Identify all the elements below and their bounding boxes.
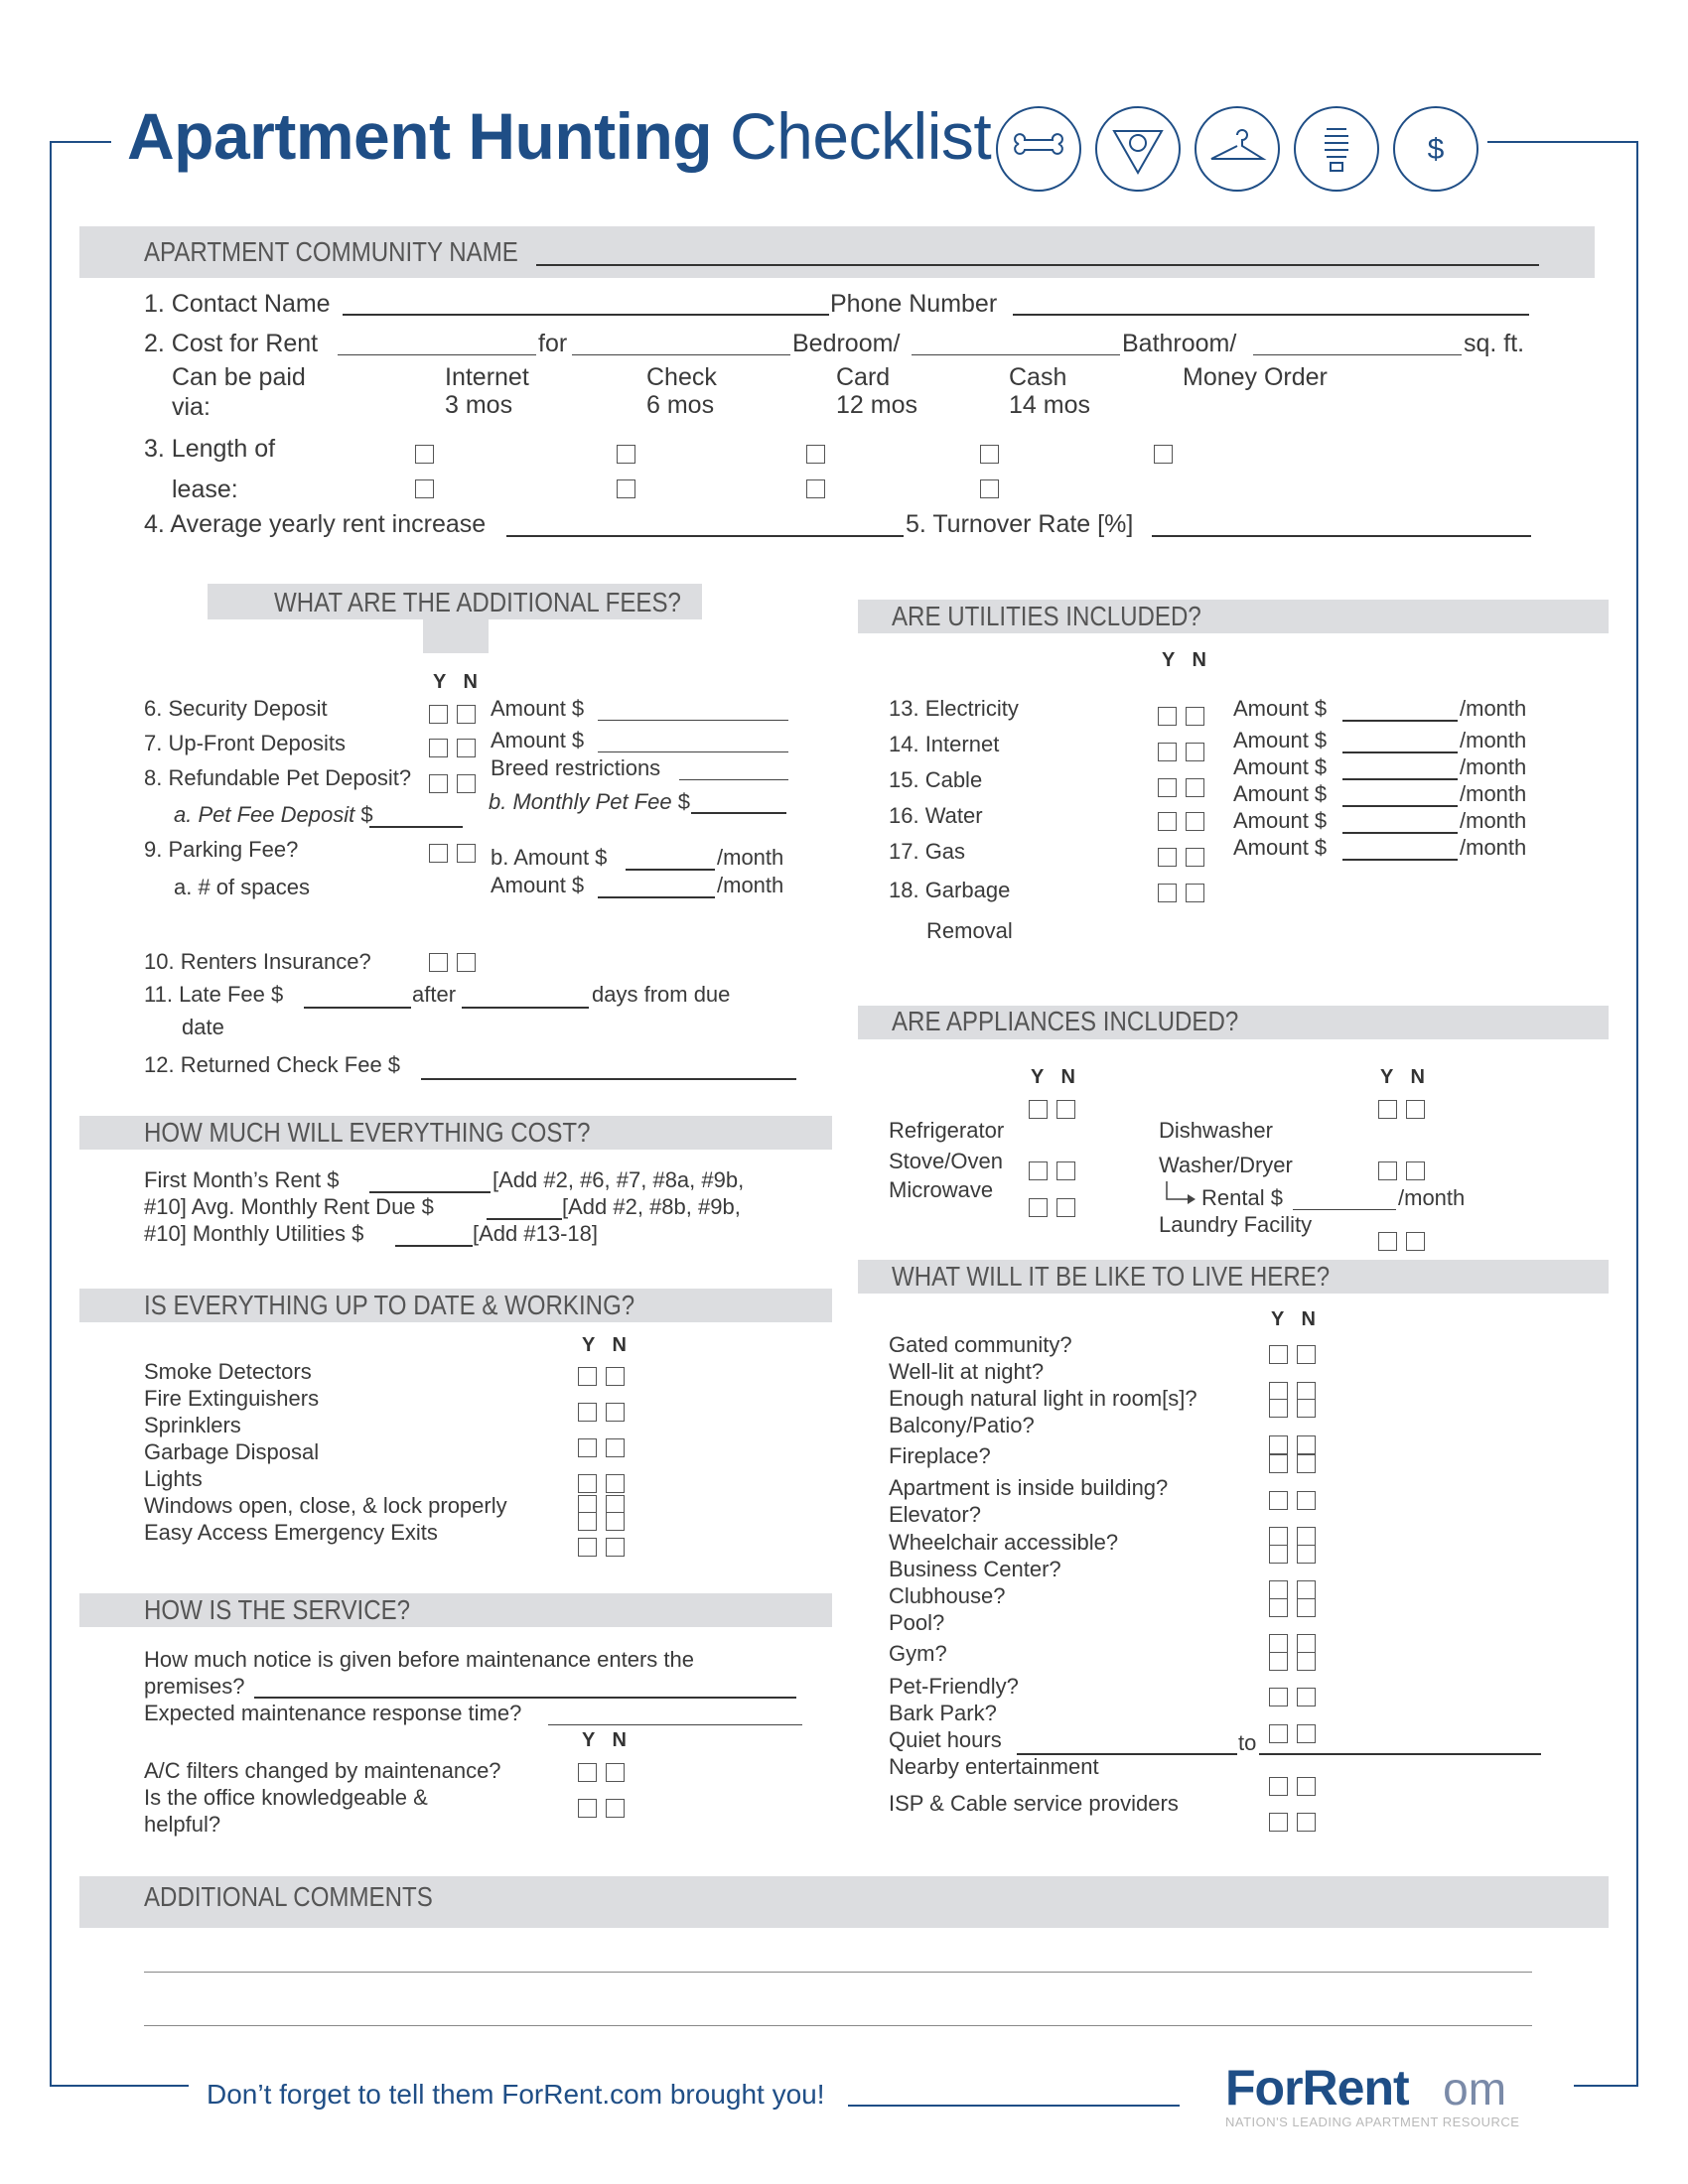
live-entertainment-n[interactable] [1297,1777,1316,1796]
returned-field[interactable] [421,1078,796,1080]
cost-field[interactable] [338,354,536,355]
live-gym2-n[interactable] [1297,1652,1316,1671]
increase-field[interactable] [506,535,904,537]
utility-garbage: 18. Garbage [889,878,1011,902]
live-quiet-hours-y[interactable] [1269,1724,1288,1743]
laundry-y[interactable] [1378,1232,1397,1251]
utility-garbage-y[interactable] [1158,884,1177,902]
contact-label: 1. Contact Name [144,290,331,318]
utility-amount-4: Amount $ [1233,781,1328,806]
fees-yn: Y N [433,671,484,693]
bone-icon [997,107,1080,191]
parking-b-amount-label: b. Amount $ [491,845,608,870]
utility-amount-2: Amount $ [1233,728,1328,752]
working-sprinklers: Sprinklers [144,1413,241,1437]
paid-via-label-1: Can be paid [172,363,306,391]
utility-per-4: /month [1460,781,1527,806]
live-pool-n[interactable] [1297,1598,1316,1617]
service-office-y[interactable] [578,1799,597,1818]
live-isp-y[interactable] [1269,1813,1288,1832]
bathroom-label: Bathroom/ [1122,330,1237,357]
breed-label: Breed restrictions [491,755,661,780]
pet-fee-deposit-text: a. Pet Fee Deposit [174,802,355,827]
monthly-pet-fee-text: b. Monthly Pet Fee [489,789,672,814]
forrent-logo [1225,2060,1507,2116]
stove-n[interactable] [1056,1161,1075,1180]
security-y[interactable] [429,705,448,724]
service-q3: A/C filters changed by maintenance? [144,1758,501,1783]
working-windows-y[interactable] [578,1512,597,1531]
utility-removal: Removal [926,918,1013,943]
live-fireplace-y[interactable] [1269,1435,1288,1454]
dish-y[interactable] [1378,1100,1397,1119]
laundry-n[interactable] [1406,1232,1425,1251]
utility-per-6: /month [1460,835,1527,860]
utility-internet: 14. Internet [889,732,1000,756]
community-label: APARTMENT COMMUNITY NAME [144,236,518,267]
live-yn: Y N [1271,1308,1322,1330]
working-smoke-y[interactable] [578,1367,597,1386]
service-q4b: helpful? [144,1812,221,1837]
bedroom-field[interactable] [912,354,1120,355]
bedroom-label: Bedroom/ [792,330,901,357]
live-gym-n[interactable] [1297,1634,1316,1653]
pay-check-sub: 6 mos [646,391,715,419]
parking-label: 9. Parking Fee? [144,837,299,862]
live-fireplace2-n[interactable] [1297,1454,1316,1473]
live-gated: Gated community? [889,1332,1072,1357]
monthly-pet-fee-field[interactable] [691,812,786,814]
appliances-yn-right: Y N [1380,1066,1431,1088]
monthly-pet-fee-label [489,791,690,813]
live-wheelchair-n[interactable] [1297,1545,1316,1564]
logo-text: ForRent [1225,2060,1409,2116]
lease-3mos-checkbox[interactable] [415,479,434,498]
late-fee-field[interactable] [304,1007,411,1009]
service-yn: Y N [582,1729,633,1751]
utility-water-y[interactable] [1158,812,1177,831]
footer-text: Don’t forget to tell them ForRent.com brought you! [207,2079,825,2110]
comments-line-1[interactable] [144,1972,1532,1973]
appliances-yn-left: Y N [1031,1066,1081,1088]
sqft-label: sq. ft. [1464,330,1525,357]
utility-amount-5-field[interactable] [1342,832,1458,834]
pet-label: 8. Refundable Pet Deposit? [144,765,412,790]
gem-icon [1096,107,1180,191]
working-yn: Y N [582,1334,633,1356]
for-label: for [538,330,568,357]
live-isp: ISP & Cable service providers [889,1791,1179,1816]
utility-electricity-n[interactable] [1186,707,1204,726]
service-q4a: Is the office knowledgeable & [144,1785,428,1810]
amount-1-field[interactable] [598,720,788,721]
pet-fee-dollar: $ [360,802,373,827]
utility-amount-6: Amount $ [1233,835,1328,860]
micro-label: Microwave [889,1177,994,1202]
working-fire-n[interactable] [606,1403,625,1422]
monthly-utilities-field[interactable] [395,1245,473,1247]
header-icons [993,103,1479,195]
pay-money-order-checkbox[interactable] [1154,445,1173,464]
working-exits-y[interactable] [578,1538,597,1557]
rental-label: Rental $ [1201,1185,1283,1210]
live-pet-friendly: Pet-Friendly? [889,1674,1019,1699]
utility-amount-5: Amount $ [1233,808,1328,833]
first-month-field[interactable] [369,1191,491,1193]
parking-amount-field[interactable] [598,896,715,898]
parking-b-amount-field[interactable] [626,869,715,871]
service-q1a: How much notice is given before maintenance enters the [144,1647,694,1672]
cost-line-1b: [Add #2, #6, #7, #8a, #9b, [492,1167,745,1192]
pay-internet-checkbox[interactable] [415,445,434,464]
working-heading: IS EVERYTHING UP TO DATE & WORKING? [144,1290,635,1320]
micro-y[interactable] [1029,1198,1048,1217]
live-fireplace: Fireplace? [889,1443,991,1468]
utility-water-n[interactable] [1186,812,1204,831]
quiet-hours-to: to [1238,1730,1257,1755]
service-ac-y[interactable] [578,1763,597,1782]
live-gym-y[interactable] [1269,1634,1288,1653]
pay-card: Card [836,363,891,391]
utilities-yn: Y N [1162,649,1212,671]
monthly-pet-fee-dollar: $ [677,789,691,814]
live-clubhouse-y[interactable] [1269,1580,1288,1599]
cost-heading: HOW MUCH WILL EVERYTHING COST? [144,1117,591,1148]
parking-y[interactable] [429,844,448,863]
utility-amount-1-field[interactable] [1342,720,1458,722]
renters-n[interactable] [457,953,476,972]
utility-gas-n[interactable] [1186,848,1204,867]
utility-per-5: /month [1460,808,1527,833]
avg-monthly-field[interactable] [487,1218,562,1220]
live-quiet-hours-n[interactable] [1297,1724,1316,1743]
working-disposal: Garbage Disposal [144,1439,320,1464]
comments-line-2[interactable] [144,2025,1532,2026]
frame-left [50,141,52,2087]
spaces-label: a. # of spaces [174,875,310,899]
rental-field[interactable] [1293,1209,1396,1210]
working-sprinklers-y[interactable] [578,1438,597,1457]
stove-label: Stove/Oven [889,1149,1003,1173]
dollar-icon [1394,107,1477,191]
working-fire: Fire Extinguishers [144,1386,320,1411]
utility-amount-2-field[interactable] [1342,751,1458,753]
frame-top-left [50,141,111,143]
service-response-field[interactable] [548,1724,802,1725]
live-bark-park: Bark Park? [889,1701,997,1725]
working-fire-y[interactable] [578,1403,597,1422]
lease-14mos-checkbox[interactable] [980,479,999,498]
live-balcony: Balcony/Patio? [889,1413,1035,1437]
utility-per-2: /month [1460,728,1527,752]
amount-1-label: Amount $ [491,696,585,721]
utility-cable: 15. Cable [889,767,983,792]
live-fireplace2-y[interactable] [1269,1454,1288,1473]
upfront-n[interactable] [457,739,476,757]
working-lights: Lights [144,1466,203,1491]
upfront-label: 7. Up-Front Deposits [144,731,346,755]
parking-amount-label: Amount $ [491,873,585,897]
live-pool-y[interactable] [1269,1598,1288,1617]
cost-line-1a: First Month’s Rent $ [144,1167,340,1192]
utility-amount-6-field[interactable] [1342,859,1458,861]
pay-money-order: Money Order [1183,363,1328,391]
frame-right [1636,141,1638,2087]
cost-line-3b: [Add #13-18] [473,1221,598,1246]
pet-y[interactable] [429,774,448,793]
live-entertainment-y[interactable] [1269,1777,1288,1796]
utility-cable-n[interactable] [1186,778,1204,797]
pay-check: Check [646,363,717,391]
renters-y[interactable] [429,953,448,972]
pet-fee-deposit-label [174,804,373,826]
micro-n[interactable] [1056,1198,1075,1217]
live-well-lit: Well-lit at night? [889,1359,1045,1384]
live-clubhouse-n[interactable] [1297,1580,1316,1599]
live-heading: WHAT WILL IT BE LIKE TO LIVE HERE? [892,1261,1331,1292]
utility-per-1: /month [1460,696,1527,721]
lease-12mos-checkbox[interactable] [806,479,825,498]
live-pet-friendly-y[interactable] [1269,1688,1288,1706]
live-gated-y[interactable] [1269,1345,1288,1364]
after-field[interactable] [462,1007,589,1009]
pay-cash: Cash [1009,363,1067,391]
appliances-heading: ARE APPLIANCES INCLUDED? [892,1006,1239,1036]
service-q2: Expected maintenance response time? [144,1701,522,1725]
for-field[interactable] [572,354,790,355]
pay-card-sub: 12 mos [836,391,917,419]
turnover-field[interactable] [1152,535,1531,537]
working-sprinklers-n[interactable] [606,1438,625,1457]
live-gated-n[interactable] [1297,1345,1316,1364]
lightbulb-icon [1295,107,1378,191]
logo-tagline: NATION'S LEADING APARTMENT RESOURCE [1225,2115,1520,2129]
paid-via-label-2: via: [172,393,211,421]
working-exits: Easy Access Emergency Exits [144,1520,438,1545]
increase-label: 4. Average yearly rent increase [144,510,487,538]
parking-b-month: /month [717,845,784,870]
fridge-n[interactable] [1056,1100,1075,1119]
frame-bottom-left [50,2085,189,2087]
utility-per-3: /month [1460,754,1527,779]
rental-month: /month [1398,1185,1466,1210]
live-pet-friendly-n[interactable] [1297,1688,1316,1706]
title-bold: Apartment Hunting [127,99,713,173]
utility-electricity-y[interactable] [1158,707,1177,726]
utility-internet-y[interactable] [1158,743,1177,761]
live-gym: Gym? [889,1641,947,1666]
fees-heading: WHAT ARE THE ADDITIONAL FEES? [274,587,681,617]
phone-label: Phone Number [830,290,998,318]
live-wheelchair-y[interactable] [1269,1545,1288,1564]
live-business: Business Center? [889,1557,1061,1581]
working-exits-n[interactable] [606,1538,625,1557]
live-quiet-hours: Quiet hours [889,1727,1002,1752]
community-name-field[interactable] [536,264,1539,266]
pay-check-checkbox[interactable] [617,445,635,464]
pay-cash-checkbox[interactable] [980,445,999,464]
washer-y[interactable] [1378,1161,1397,1180]
live-gym2-y[interactable] [1269,1652,1288,1671]
upfront-y[interactable] [429,739,448,757]
footer-line [848,2105,1180,2107]
fridge-y[interactable] [1029,1100,1048,1119]
working-smoke: Smoke Detectors [144,1359,312,1384]
cost-line-2a: #10] Avg. Monthly Rent Due $ [144,1194,434,1219]
pay-internet-sub: 3 mos [445,391,513,419]
live-entertainment: Nearby entertainment [889,1754,1099,1779]
late-fee-label: 11. Late Fee $ [144,982,284,1007]
fridge-label: Refrigerator [889,1118,1005,1143]
working-smoke-n[interactable] [606,1367,625,1386]
cost-line-3a: #10] Monthly Utilities $ [144,1221,364,1246]
utility-water: 16. Water [889,803,983,828]
service-ac-n[interactable] [606,1763,625,1782]
amount-2-field[interactable] [598,751,788,752]
pay-internet: Internet [445,363,529,391]
live-inside-building-n[interactable] [1297,1491,1316,1510]
fees-heading-tab [423,619,489,653]
utility-amount-3: Amount $ [1233,754,1328,779]
live-pool: Pool? [889,1610,945,1635]
live-inside-building-y[interactable] [1269,1491,1288,1510]
service-notice-field[interactable] [254,1697,796,1699]
lease-label-1: 3. Length of [144,435,276,463]
service-office-n[interactable] [606,1799,625,1818]
amount-2-label: Amount $ [491,728,585,752]
dish-n[interactable] [1406,1100,1425,1119]
utility-electricity: 13. Electricity [889,696,1019,721]
live-balcony-y[interactable] [1269,1399,1288,1418]
title-light: Checklist [729,99,992,173]
working-windows-n[interactable] [606,1512,625,1531]
lease-6mos-checkbox[interactable] [617,479,635,498]
working-windows: Windows open, close, & lock properly [144,1493,507,1518]
turnover-label: 5. Turnover Rate [%] [906,510,1134,538]
renters-label: 10. Renters Insurance? [144,949,371,974]
washer-label: Washer/Dryer [1159,1153,1293,1177]
days-label: days from due [592,982,731,1007]
frame-top-right [1487,141,1638,143]
pay-cash-sub: 14 mos [1009,391,1090,419]
live-elevator-y[interactable] [1269,1527,1288,1546]
hanger-icon [1196,107,1279,191]
security-n[interactable] [457,705,476,724]
working-disposal-n[interactable] [606,1474,625,1493]
bathroom-field[interactable] [1253,354,1462,355]
breed-field[interactable] [679,779,788,780]
phone-field[interactable] [1013,314,1529,316]
utility-gas-y[interactable] [1158,848,1177,867]
live-inside-building: Apartment is inside building? [889,1475,1169,1500]
utility-amount-3-field[interactable] [1342,778,1458,780]
quiet-hours-to-field[interactable] [1259,1753,1541,1755]
utility-gas: 17. Gas [889,839,966,864]
parking-n[interactable] [457,844,476,863]
pay-card-checkbox[interactable] [806,445,825,464]
rental-arrow-icon [1164,1179,1199,1207]
returned-label: 12. Returned Check Fee $ [144,1052,401,1077]
cost-label: 2. Cost for Rent [144,330,319,357]
dish-label: Dishwasher [1159,1118,1273,1143]
pet-fee-deposit-field[interactable] [369,826,463,828]
logo-suffix: om [1443,2063,1507,2115]
washer-n[interactable] [1406,1161,1425,1180]
svg-text:$: $ [1427,133,1445,166]
working-disposal-y[interactable] [578,1474,597,1493]
live-natural-light: Enough natural light in room[s]? [889,1386,1197,1411]
live-fireplace-n[interactable] [1297,1435,1316,1454]
after-label: after [412,982,457,1007]
live-isp-n[interactable] [1297,1813,1316,1832]
page-title [127,99,992,173]
service-heading: HOW IS THE SERVICE? [144,1594,411,1625]
laundry-label: Laundry Facility [1159,1212,1313,1237]
contact-field[interactable] [343,314,829,316]
pet-n[interactable] [457,774,476,793]
comments-heading: ADDITIONAL COMMENTS [144,1881,433,1912]
utility-amount-1: Amount $ [1233,696,1328,721]
utility-cable-y[interactable] [1158,778,1177,797]
lease-label-2: lease: [172,476,238,503]
live-elevator: Elevator? [889,1502,981,1527]
live-elevator-n[interactable] [1297,1527,1316,1546]
utilities-heading: ARE UTILITIES INCLUDED? [892,601,1201,631]
parking-amount-month: /month [717,873,784,897]
frame-bottom-right [1574,2085,1638,2087]
cost-line-2b: [Add #2, #8b, #9b, [562,1194,741,1219]
utility-amount-4-field[interactable] [1342,805,1458,807]
date-label: date [182,1015,224,1039]
live-wheelchair: Wheelchair accessible? [889,1530,1119,1555]
live-balcony-n[interactable] [1297,1399,1316,1418]
security-label: 6. Security Deposit [144,696,328,721]
utility-internet-n[interactable] [1186,743,1204,761]
service-q1b: premises? [144,1674,245,1699]
stove-y[interactable] [1029,1161,1048,1180]
utility-garbage-n[interactable] [1186,884,1204,902]
live-clubhouse: Clubhouse? [889,1583,1006,1608]
